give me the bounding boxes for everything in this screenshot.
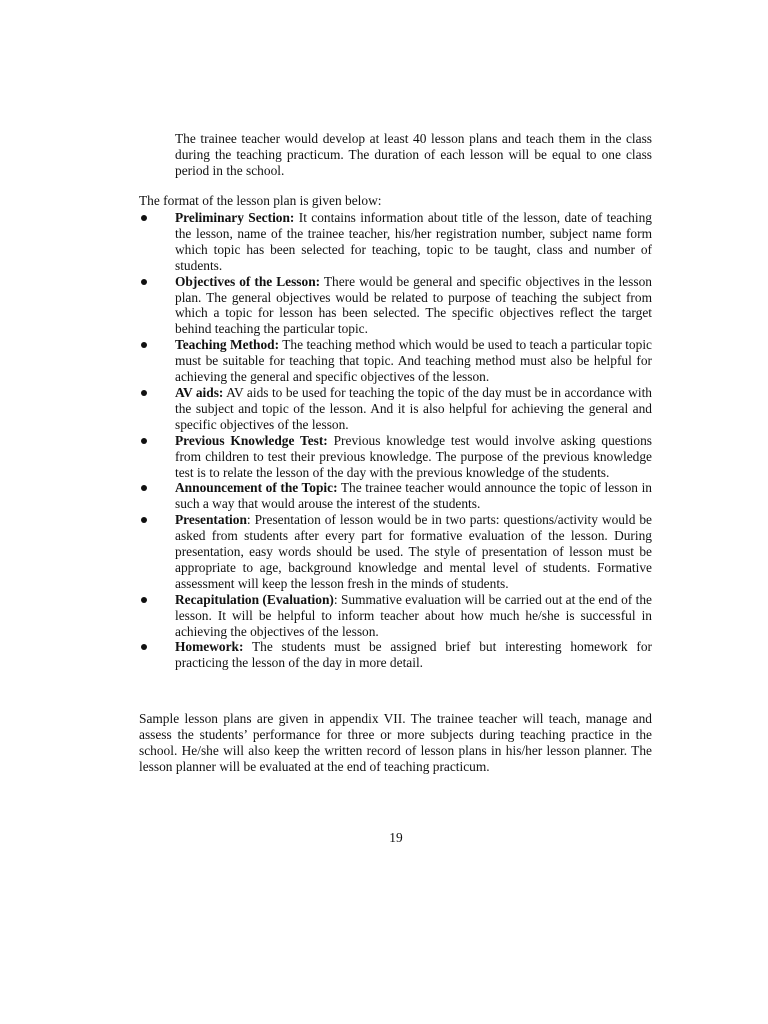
list-item-preliminary-section [139, 210, 652, 274]
bullet-icon [141, 279, 147, 285]
list-item-presentation [139, 512, 652, 592]
closing-paragraph: Sample lesson plans are given in appendix VII. The trainee teacher will teach, manage and assess the students’ performance for three or more subjects during teaching practice in the school. He/she will also keep the written record of lesson plans in his/her lesson planner. The lesson planner will be evaluated at the end of teaching practicum. [139, 711, 652, 774]
bullet-icon [141, 517, 147, 523]
bullet-icon [141, 485, 147, 491]
item-term: AV aids: [175, 384, 224, 400]
item-text: The teaching method which would be used to teach a particular topic must be suitable for teaching that topic. And teaching method must also be helpful for achieving the general and specific objectives of the lesson. [175, 337, 652, 385]
item-text: There would be general and specific objectives in the lesson plan. The general objectives would be related to purpose of teaching the subject from which a topic for lesson has been selected. The specific objectives reflect the target behind teaching the particular topic. [175, 273, 652, 337]
bullet-icon [141, 215, 147, 221]
bullet-icon [141, 644, 147, 650]
item-term: Presentation [175, 512, 247, 528]
page-number: 19 [389, 830, 403, 845]
list-item-previous-knowledge-test [139, 433, 652, 481]
list-item-recapitulation [139, 592, 652, 640]
item-text: Previous knowledge test would involve asking questions from children to test their previous knowledge. The purpose of the previous knowledge test is to relate the lesson of the day with the previous knowledge of the students. [175, 432, 652, 480]
item-term: Recapitulation (Evaluation) [175, 591, 334, 607]
item-term: Homework: [175, 639, 244, 655]
list-item-av-aids [139, 385, 652, 433]
list-item-homework [139, 639, 652, 671]
bullet-icon [141, 597, 147, 603]
item-text: : Presentation of lesson would be in two parts: questions/activity would be asked from students after every part for formative evaluation of the lesson. During presentation, easy words should be used. The style of presentation of lesson must be appropriate to age, background knowledge and mental level of students. Formative assessment will keep the lesson fresh in the minds of students. [175, 512, 652, 591]
lesson-plan-format-list [139, 210, 652, 671]
item-term: Announcement of the Topic: [175, 480, 338, 496]
list-item-objectives [139, 274, 652, 338]
item-text: The trainee teacher would announce the topic of lesson in such a way that would arouse the interest of the students. [175, 480, 652, 512]
item-term: Teaching Method: [175, 337, 280, 353]
list-item-teaching-method [139, 337, 652, 385]
bullet-icon [141, 342, 147, 348]
intro-paragraph: The trainee teacher would develop at least 40 lesson plans and teach them in the class during the teaching practicum. The duration of each lesson will be equal to one class period in the school. [175, 131, 652, 178]
bullet-icon [141, 438, 147, 444]
list-item-announcement [139, 480, 652, 512]
item-term: Preliminary Section: [175, 210, 295, 225]
item-text: AV aids to be used for teaching the topic of the day must be in accordance with the subject and topic of the lesson. And it is also helpful for achieving the general and specific objectives of the lesson. [175, 384, 652, 432]
item-text: : Summative evaluation will be carried out at the end of the lesson. It will be helpful to inform teacher about how much he/she is successful in achieving the objectives of the lesson. [175, 591, 652, 639]
format-lead-text: The format of the lesson plan is given below: [139, 193, 382, 208]
bullet-icon [141, 390, 147, 396]
item-term: Objectives of the Lesson: [175, 273, 321, 289]
item-text: It contains information about title of the lesson, date of teaching the lesson, name of the trainee teacher, his/her registration number, subject name form which topic has been selected for teaching, topic to be taught, class and number of students. [175, 210, 652, 273]
item-term: Previous Knowledge Test: [175, 432, 328, 448]
item-text: The students must be assigned brief but interesting homework for practicing the lesson of the day in more detail. [175, 639, 652, 671]
